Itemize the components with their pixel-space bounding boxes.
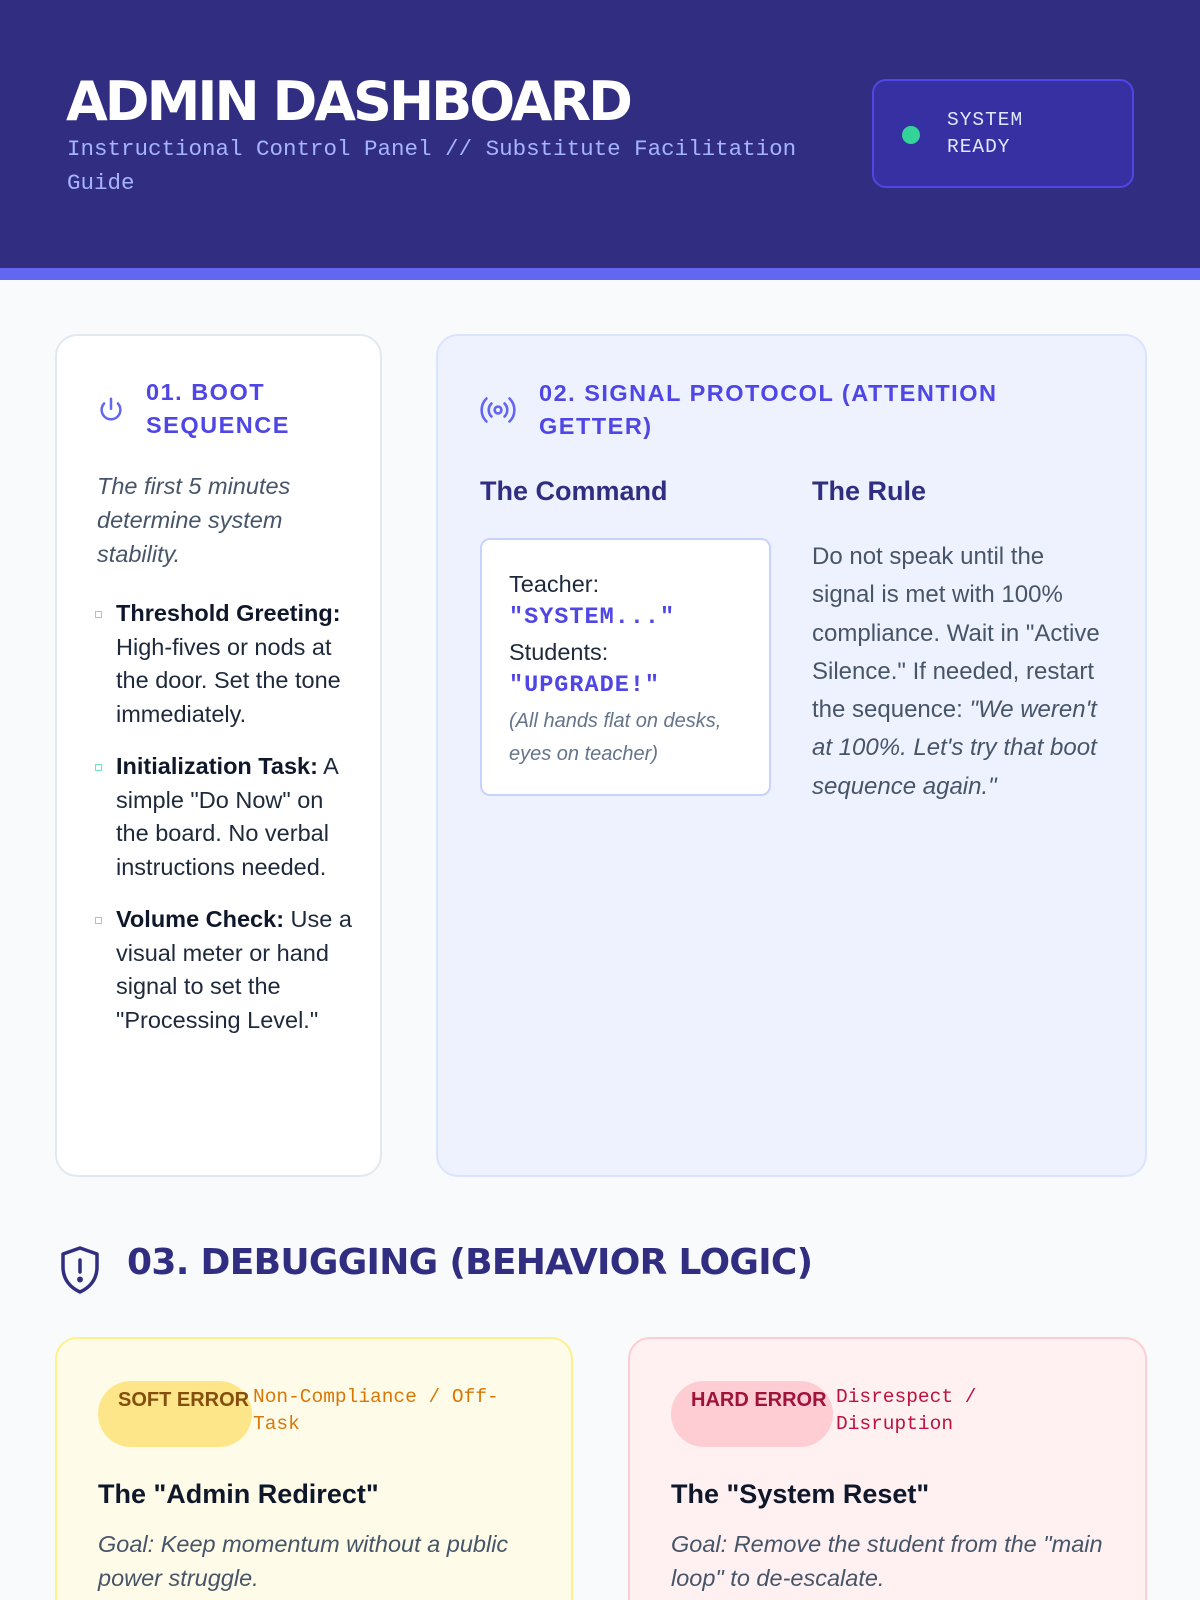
rule-text [812,538,1112,806]
command-box [480,538,771,796]
bullet-square-icon [95,764,102,771]
hard-error-heading: The "System Reset" [671,1479,930,1509]
item-label: Threshold Greeting: [116,600,341,626]
teacher-call: "SYSTEM..." [509,604,676,631]
signal-protocol-title: 02. SIGNAL PROTOCOL (ATTENTION GETTER) [539,380,998,439]
item-text: High-fives or nods at the door. Set the tone immediately. [116,633,341,727]
page-subtitle: Instructional Control Panel // Substitute Facilitation Guide [67,136,797,196]
item-text: A simple "Do Now" on the board. No verbal instructions needed. [116,753,338,880]
list-item [95,597,355,731]
bullet-square-icon [95,611,102,618]
hard-error-description: Disrespect / Disruption [836,1386,977,1435]
boot-intro: The first 5 minutes determine system stability. [97,473,291,567]
debugging-title: 03. DEBUGGING (BEHAVIOR LOGIC) [127,1242,813,1283]
boot-sequence-title: 01. BOOT SEQUENCE [146,379,290,438]
hard-error-goal: Goal: Remove the student from the "main loop" to de-escalate. [671,1531,1103,1591]
soft-error-heading: The "Admin Redirect" [98,1479,379,1509]
soft-error-goal: Goal: Keep momentum without a public power struggle. [98,1531,509,1591]
rule-heading: The Rule [812,476,927,506]
command-heading: The Command [480,476,668,506]
broadcast-icon [478,392,518,428]
item-label: Initialization Task: [116,753,318,779]
system-status-badge [872,79,1134,188]
list-item [95,750,355,884]
rule-quote: "We weren't at 100%. Let's try that boot sequence again." [812,696,1097,800]
soft-error-badge: SOFT ERROR [98,1381,252,1447]
item-label: Volume Check: [116,906,285,932]
rule-body: Do not speak until the signal is met with 100% compliance. Wait in "Active Silence." If needed, restart the sequence: [812,543,1100,724]
bullet-square-icon [95,917,102,924]
status-text: SYSTEM READY [947,109,1024,158]
shield-alert-icon [59,1245,101,1295]
hard-error-badge: HARD ERROR [671,1381,833,1447]
item-text: Use a visual meter or hand signal to set the "Processing Level." [116,906,352,1033]
command-note: (All hands flat on desks, eyes on teacher) [509,710,722,765]
page-title: ADMIN DASHBOARD [66,70,630,133]
list-item [95,903,355,1037]
soft-error-description: Non-Compliance / Off-Task [253,1386,499,1435]
header-accent-bar [0,268,1200,280]
students-response: "UPGRADE!" [509,672,661,699]
boot-checklist [95,597,355,1056]
status-dot-icon [902,126,920,144]
power-icon [96,395,126,425]
teacher-label: Teacher: [509,571,600,597]
students-label: Students: [509,639,609,665]
